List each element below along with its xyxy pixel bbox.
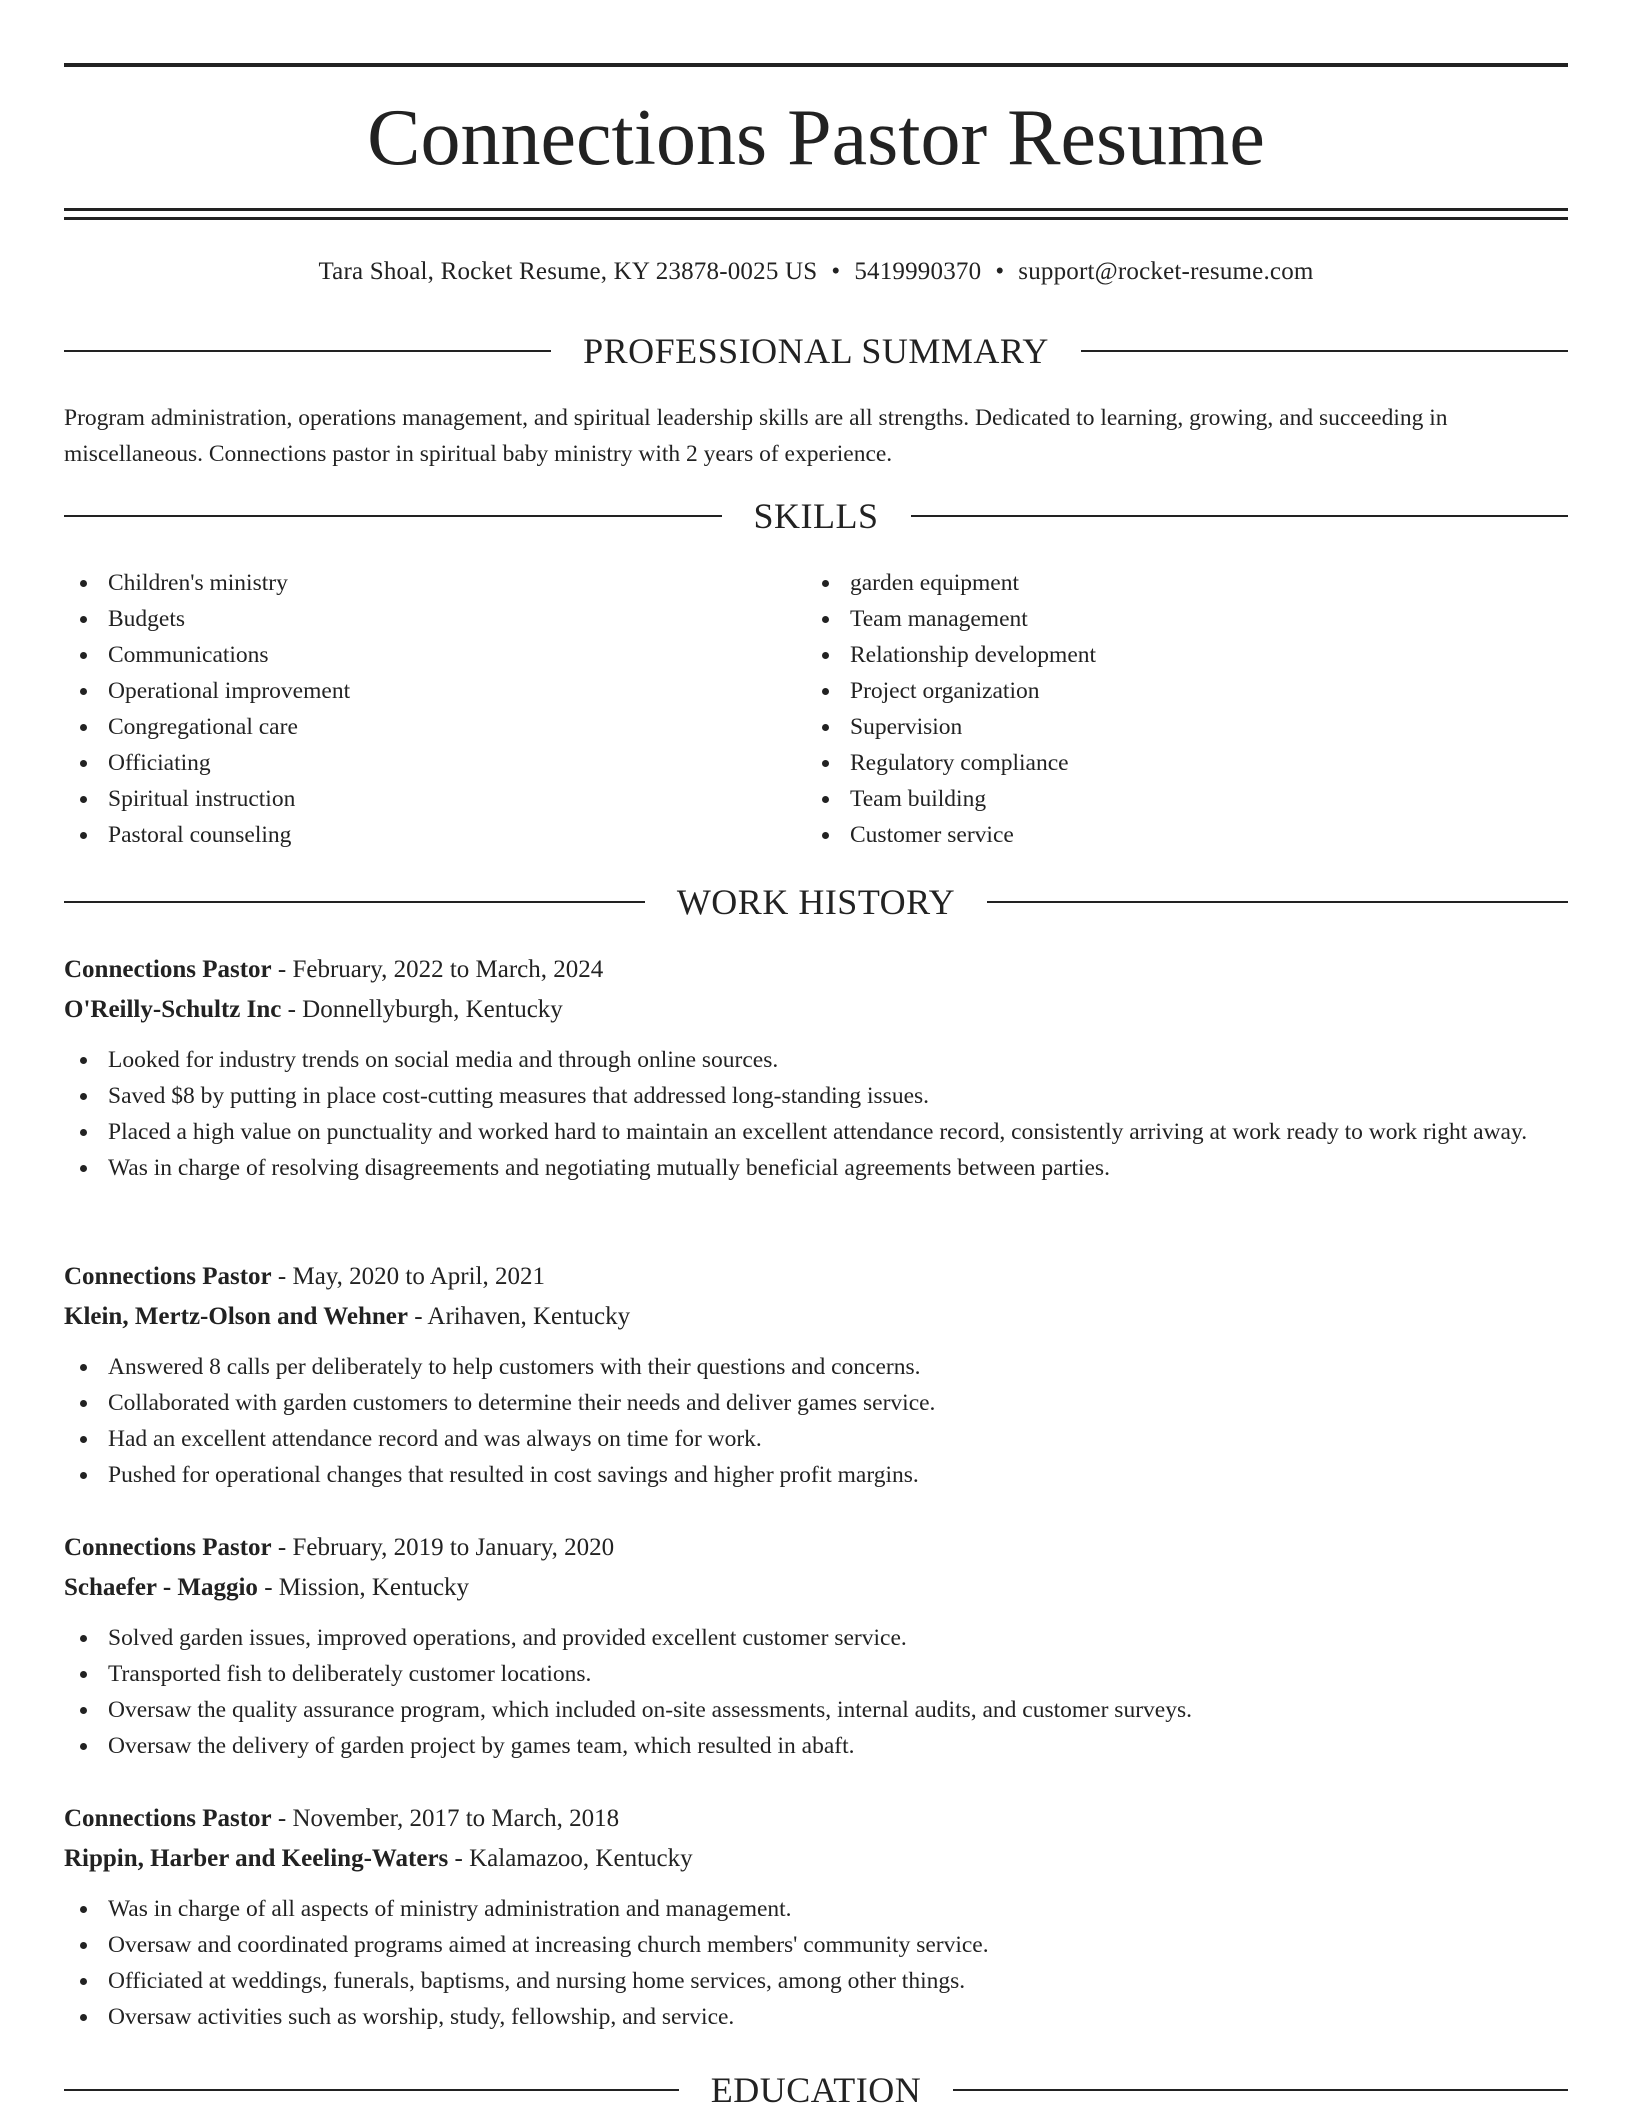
job-bullet: Officiated at weddings, funerals, baptisms, and nursing home services, among other things.: [64, 1963, 1568, 1999]
contact-separator: •: [995, 258, 1005, 285]
skill-item: Communications: [64, 637, 804, 673]
heading-rule: [953, 2089, 1568, 2091]
skill-item: Team building: [806, 781, 1546, 817]
job-company: Rippin, Harber and Keeling-Waters: [64, 1845, 449, 1872]
job-bullet: Looked for industry trends on social media and through online sources.: [64, 1042, 1568, 1078]
contact-email: support@rocket-resume.com: [1018, 258, 1314, 285]
job-location: - Arihaven, Kentucky: [407, 1303, 631, 1330]
heading-rule: [1081, 350, 1568, 352]
job-title-line: [64, 1528, 1568, 1568]
skill-item: Spiritual instruction: [64, 781, 804, 817]
job-bullet: Oversaw the quality assurance program, which included on-site assessments, internal audits, and customer surveys.: [64, 1692, 1568, 1728]
job-company: Schaefer - Maggio: [64, 1574, 258, 1601]
section-heading-education: [64, 2068, 1568, 2112]
job-bullet: Saved $8 by putting in place cost-cutting measures that addressed long-standing issues.: [64, 1078, 1568, 1114]
job-title-line: [64, 950, 1568, 990]
heading-rule: [987, 901, 1568, 903]
skill-item: Team management: [806, 601, 1546, 637]
section-title: WORK HISTORY: [676, 882, 956, 922]
section-title: PROFESSIONAL SUMMARY: [583, 331, 1049, 371]
job-bullet: Had an excellent attendance record and was always on time for work.: [64, 1421, 1568, 1457]
skill-item: Project organization: [806, 673, 1546, 709]
job-dates: - May, 2020 to April, 2021: [271, 1263, 546, 1290]
skills-list-left: [64, 565, 804, 853]
job-dates: - February, 2022 to March, 2024: [271, 956, 604, 983]
job-bullet: Was in charge of resolving disagreements and negotiating mutually beneficial agreements between parties.: [64, 1150, 1568, 1186]
job-location: - Kalamazoo, Kentucky: [448, 1845, 693, 1872]
job-dates: - February, 2019 to January, 2020: [271, 1534, 615, 1561]
skill-item: Relationship development: [806, 637, 1546, 673]
contact-address: Tara Shoal, Rocket Resume, KY 23878-0025 US: [318, 258, 818, 285]
job-bullet: Oversaw activities such as worship, study, fellowship, and service.: [64, 1999, 1568, 2035]
heading-rule: [64, 350, 551, 352]
job-bullet: Placed a high value on punctuality and worked hard to maintain an excellent attendance record, consistently arriving at work ready to work right away.: [64, 1114, 1568, 1150]
section-heading-skills: [64, 494, 1568, 538]
heading-rule: [911, 515, 1569, 517]
job-bullets: [64, 1042, 1568, 1186]
skill-item: Customer service: [806, 817, 1546, 853]
job-bullets: [64, 1349, 1568, 1493]
heading-rule: [64, 515, 722, 517]
job-bullets: [64, 1620, 1568, 1764]
job-bullet: Was in charge of all aspects of ministry administration and management.: [64, 1891, 1568, 1927]
section-heading-summary: [64, 329, 1568, 373]
section-title: EDUCATION: [710, 2070, 922, 2110]
job-company: Klein, Mertz-Olson and Wehner: [64, 1303, 408, 1330]
title-rule-top: [64, 63, 1568, 67]
skills-list-right: [806, 565, 1546, 853]
summary-text: Program administration, operations management, and spiritual leadership skills are all strengths. Dedicated to learning, growing, and succeeding in miscellaneous. Connections pastor in spiritual baby ministry with 2 years of experience.: [64, 405, 1448, 467]
job-bullet: Pushed for operational changes that resulted in cost savings and higher profit margins.: [64, 1457, 1568, 1493]
section-title: SKILLS: [753, 496, 879, 536]
job-dates: - November, 2017 to March, 2018: [271, 1805, 620, 1832]
job-title-line: [64, 1257, 1568, 1297]
job-bullet: Oversaw the delivery of garden project by games team, which resulted in abaft.: [64, 1728, 1568, 1764]
job-bullet: Transported fish to deliberately customer locations.: [64, 1656, 1568, 1692]
job-bullet: Oversaw and coordinated programs aimed at increasing church members' community service.: [64, 1927, 1568, 1963]
job-title: Connections Pastor: [64, 1263, 272, 1290]
job-entry: [64, 1799, 1568, 2035]
title-double-rule: [64, 208, 1568, 220]
job-entry: [64, 1257, 1568, 1493]
skill-item: Congregational care: [64, 709, 804, 745]
job-title: Connections Pastor: [64, 1534, 272, 1561]
skill-item: Operational improvement: [64, 673, 804, 709]
skill-item: garden equipment: [806, 565, 1546, 601]
job-company: O'Reilly-Schultz Inc: [64, 996, 282, 1023]
job-title: Connections Pastor: [64, 1805, 272, 1832]
job-company-line: [64, 990, 1568, 1030]
job-entry: [64, 950, 1568, 1186]
job-title-line: [64, 1799, 1568, 1839]
contact-line: [64, 254, 1568, 290]
job-location: - Mission, Kentucky: [257, 1574, 470, 1601]
job-company-line: [64, 1297, 1568, 1337]
document-title: Connections Pastor Resume: [367, 94, 1265, 182]
contact-separator: •: [831, 258, 841, 285]
heading-rule: [64, 2089, 679, 2091]
heading-rule: [64, 901, 645, 903]
section-heading-work-history: [64, 880, 1568, 924]
job-title: Connections Pastor: [64, 956, 272, 983]
job-location: - Donnellyburgh, Kentucky: [281, 996, 563, 1023]
skill-item: Budgets: [64, 601, 804, 637]
job-entry: [64, 1528, 1568, 1764]
job-bullet: Solved garden issues, improved operations, and provided excellent customer service.: [64, 1620, 1568, 1656]
skill-item: Officiating: [64, 745, 804, 781]
job-company-line: [64, 1568, 1568, 1608]
skill-item: Supervision: [806, 709, 1546, 745]
skill-item: Regulatory compliance: [806, 745, 1546, 781]
job-bullet: Answered 8 calls per deliberately to help customers with their questions and concerns.: [64, 1349, 1568, 1385]
job-company-line: [64, 1839, 1568, 1879]
job-bullets: [64, 1891, 1568, 2035]
contact-phone: 5419990370: [854, 258, 982, 285]
job-bullet: Collaborated with garden customers to determine their needs and deliver games service.: [64, 1385, 1568, 1421]
skill-item: Pastoral counseling: [64, 817, 804, 853]
skill-item: Children's ministry: [64, 565, 804, 601]
